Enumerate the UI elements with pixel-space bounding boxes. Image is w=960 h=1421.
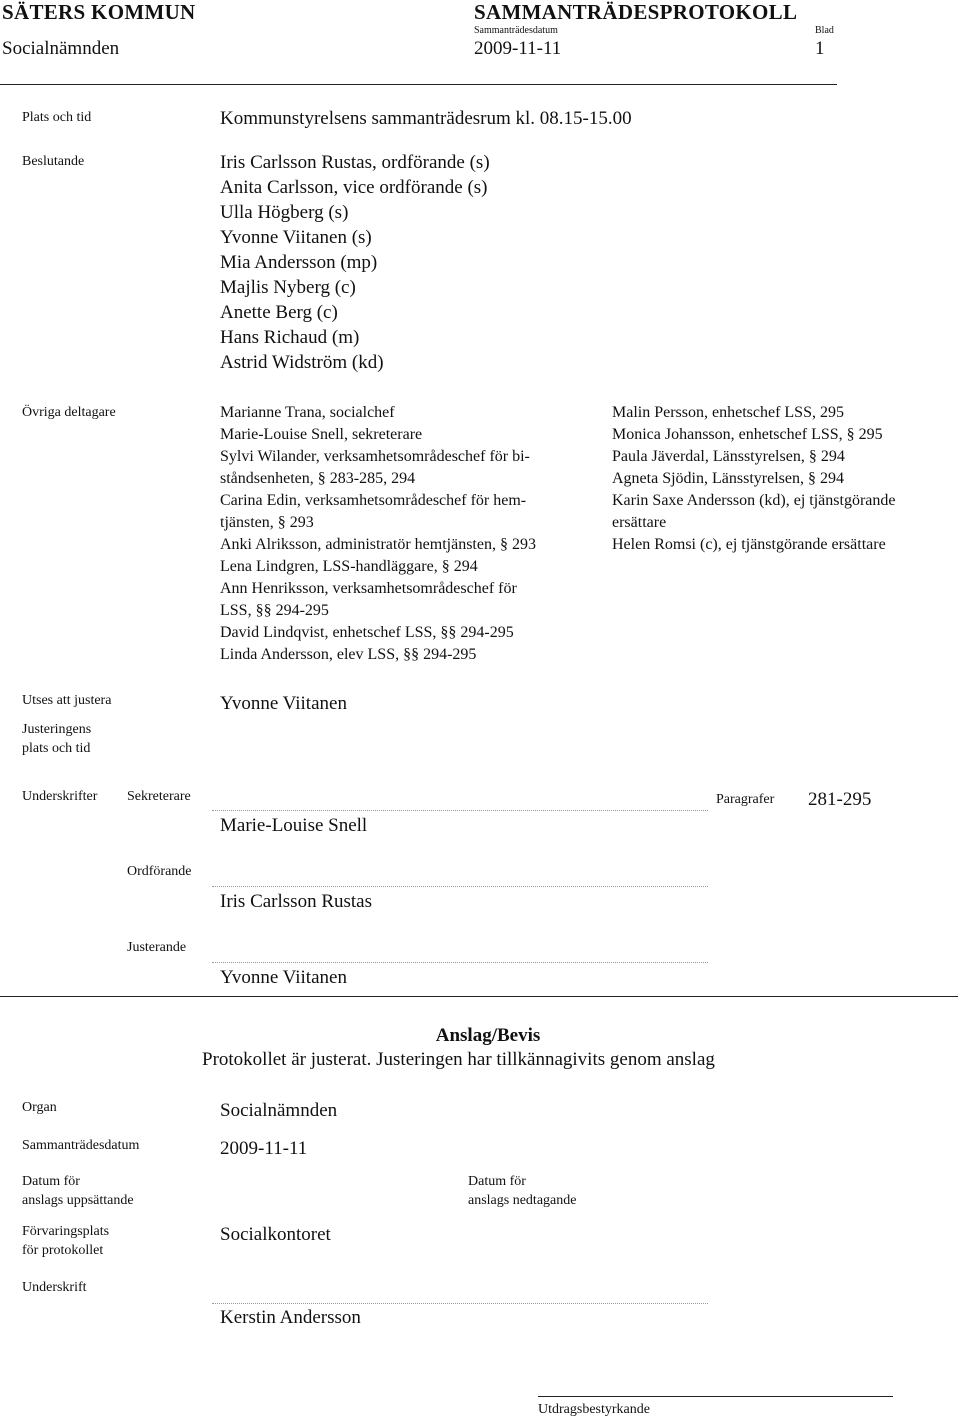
organ-label: Organ [22, 1100, 57, 1115]
sekreterare-label: Sekreterare [127, 789, 191, 804]
nedtagande-label-1: Datum för [468, 1174, 526, 1189]
uppsattande-label-1: Datum för [22, 1174, 80, 1189]
participant-item: Sylvi Wilander, verksamhetsområdeschef för bi- [220, 448, 530, 465]
participant-item: Helen Romsi (c), ej tjänstgörande ersättare [612, 536, 886, 553]
header-rule [0, 84, 837, 85]
underskrift-label: Underskrift [22, 1280, 87, 1295]
justering-plats-label-1: Justeringens [22, 722, 92, 737]
participant-item: Marianne Trana, socialchef [220, 404, 395, 421]
sekreterare-signature-line [212, 810, 708, 811]
member-item: Ulla Högberg (s) [220, 202, 349, 223]
underskrifter-label: Underskrifter [22, 789, 98, 804]
org-name: SÄTERS KOMMUN [2, 0, 196, 24]
ordforande-signature-line [212, 886, 708, 887]
justerande-label: Justerande [127, 940, 187, 955]
participant-item: Lena Lindgren, LSS-handläggare, § 294 [220, 558, 478, 575]
member-item: Iris Carlsson Rustas, ordförande (s) [220, 152, 490, 173]
section-rule [0, 996, 958, 997]
organ-value: Socialnämnden [220, 1100, 338, 1121]
forvaring-label-1: Förvaringsplats [22, 1224, 110, 1239]
meeting-date: 2009-11-11 [474, 38, 562, 59]
member-item: Anette Berg (c) [220, 302, 338, 323]
anslag-text: Protokollet är justerat. Justeringen har tillkännagivits genom anslag [202, 1049, 715, 1070]
uppsattande-label-2: anslags uppsättande [22, 1193, 134, 1208]
member-item: Mia Andersson (mp) [220, 252, 378, 273]
blad-label: Blad [815, 25, 834, 36]
participant-item: Malin Persson, enhetschef LSS, 295 [612, 404, 844, 421]
beslutande-label: Beslutande [22, 154, 85, 169]
utdrag-label: Utdragsbestyrkande [538, 1402, 650, 1417]
date-label: Sammanträdesdatum [474, 25, 558, 36]
forvaring-value: Socialkontoret [220, 1224, 331, 1245]
member-item: Majlis Nyberg (c) [220, 277, 356, 298]
ordforande-name: Iris Carlsson Rustas [220, 891, 372, 912]
organ-name: Socialnämnden [2, 38, 120, 59]
participant-item: ersättare [612, 514, 667, 531]
participant-item: Marie-Louise Snell, sekreterare [220, 426, 423, 443]
paragrafer-label: Paragrafer [716, 792, 775, 807]
paragrafer-value: 281-295 [808, 789, 872, 810]
participant-item: Anki Alriksson, administratör hemtjänsten, § 293 [220, 536, 536, 553]
participant-item: Paula Jäverdal, Länsstyrelsen, § 294 [612, 448, 845, 465]
member-item: Anita Carlsson, vice ordförande (s) [220, 177, 488, 198]
nedtagande-label-2: anslags nedtagande [468, 1193, 577, 1208]
participant-item: ståndsenheten, § 283-285, 294 [220, 470, 416, 487]
justera-value: Yvonne Viitanen [220, 693, 347, 714]
plats-label: Plats och tid [22, 110, 92, 125]
participant-item: Carina Edin, verksamhetsområdeschef för hem- [220, 492, 527, 509]
ovriga-left-list [220, 402, 536, 666]
participant-item: Agneta Sjödin, Länsstyrelsen, § 294 [612, 470, 844, 487]
participant-item: Monica Johansson, enhetschef LSS, § 295 [612, 426, 883, 443]
justerande-name: Yvonne Viitanen [220, 967, 347, 988]
participant-item: David Lindqvist, enhetschef LSS, §§ 294-295 [220, 624, 514, 641]
page-number: 1 [815, 38, 825, 59]
justering-plats-label-2: plats och tid [22, 741, 91, 756]
anslag-datum-label: Sammanträdesdatum [22, 1138, 140, 1153]
underskrift-signature-line [212, 1303, 708, 1304]
member-item: Hans Richaud (m) [220, 327, 360, 348]
anslag-datum-value: 2009-11-11 [220, 1138, 308, 1159]
ovriga-right-list [612, 402, 895, 556]
participant-item: LSS, §§ 294-295 [220, 602, 329, 619]
document-title: SAMMANTRÄDESPROTOKOLL [474, 0, 798, 24]
beslutande-list [220, 150, 490, 375]
participant-item: tjänsten, § 293 [220, 514, 314, 531]
ovriga-label: Övriga deltagare [22, 405, 116, 420]
member-item: Yvonne Viitanen (s) [220, 227, 372, 248]
underskrift-name: Kerstin Andersson [220, 1307, 361, 1328]
participant-item: Karin Saxe Andersson (kd), ej tjänstgörande [612, 492, 896, 509]
participant-item: Ann Henriksson, verksamhetsområdeschef för [220, 580, 517, 597]
sekreterare-name: Marie-Louise Snell [220, 815, 368, 836]
justera-label: Utses att justera [22, 693, 112, 708]
forvaring-label-2: för protokollet [22, 1243, 104, 1258]
justerande-signature-line [212, 962, 708, 963]
plats-value: Kommunstyrelsens sammanträdesrum kl. 08.15-15.00 [220, 108, 632, 129]
ordforande-label: Ordförande [127, 864, 192, 879]
footer-rule [538, 1396, 893, 1397]
participant-item: Linda Andersson, elev LSS, §§ 294-295 [220, 646, 477, 663]
member-item: Astrid Widström (kd) [220, 352, 384, 373]
anslag-title: Anslag/Bevis [435, 1025, 541, 1046]
